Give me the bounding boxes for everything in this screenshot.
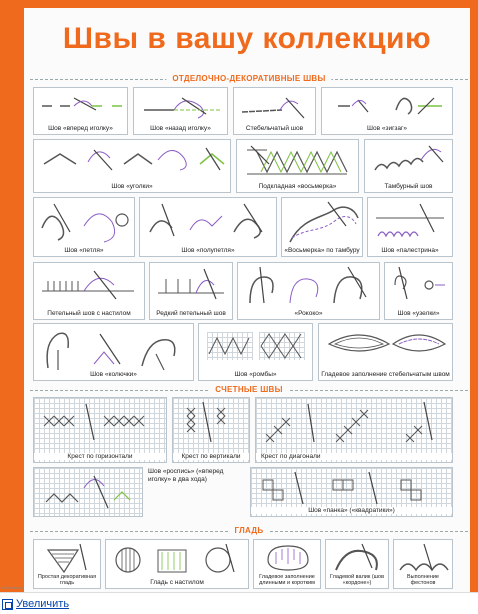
- section-decorative: [30, 73, 468, 85]
- stitch-caption-herring: Подкладная «восьмерка»: [258, 183, 337, 190]
- stitch-caption-rococo: «Рококо»: [294, 310, 323, 317]
- stitch-card-eight-tambour: [281, 197, 363, 257]
- counted-card-cross-horizontal: [33, 397, 167, 463]
- stitch-card-thorns: [33, 323, 194, 381]
- orange-top-border: [0, 0, 478, 8]
- stitch-card-forward: [33, 87, 128, 135]
- stitch-card-palestrina: [367, 197, 453, 257]
- zoom-link-label[interactable]: Увеличить: [16, 598, 70, 610]
- stitch-caption-tambour: Тамбурный шов: [384, 183, 433, 190]
- stitch-card-loop: [33, 197, 135, 257]
- counted-caption-panka: Шов «панка» («квадратики»): [251, 507, 452, 514]
- stitch-card-satin-stem-fill: [318, 323, 453, 381]
- stitch-caption-satin-stem-fill: Гладевое заполнение стебельчатым швом: [321, 371, 450, 378]
- stitch-caption-forward: Шов «вперед иголку»: [48, 125, 113, 132]
- counted-caption-cross-horizontal: Крест по горизонтали: [34, 453, 166, 460]
- zoom-link[interactable]: [2, 598, 69, 610]
- satin-card-scallops: [393, 539, 453, 589]
- stitch-caption-palestrina: Шов «палестрина»: [381, 247, 439, 254]
- stitch-card-corners: [33, 139, 231, 193]
- stitch-caption-buttonhole: Петельный шов с настилом: [47, 310, 131, 317]
- page-title: Швы в вашу коллекцию: [62, 22, 432, 55]
- satin-caption-scallops: Выполнение фестонов: [406, 574, 439, 586]
- counted-caption-painting: Шов «роспись» («вперед иголку» в два хода): [148, 468, 224, 483]
- satin-caption-roll: Гладевой валик (шов «кордоне»): [329, 574, 385, 586]
- stitch-card-herring: [236, 139, 359, 193]
- counted-caption-cross-vertical: Крест по вертикали: [173, 453, 249, 460]
- stitch-caption-sparse-buttonhole: Редкий петельный шов: [156, 310, 226, 317]
- stitch-caption-stem: Стебельчатый шов: [245, 125, 304, 132]
- stitch-card-back: [133, 87, 228, 135]
- counted-card-cross-vertical: [172, 397, 250, 463]
- section-decorative-label: ОТДЕЛОЧНО-ДЕКОРАТИВНЫЕ ШВЫ: [166, 73, 331, 85]
- section-satin: [30, 525, 468, 537]
- orange-left-border: [0, 0, 24, 592]
- credit-watermark: Liveinternet: [2, 585, 23, 590]
- stitch-caption-loop: Шов «петля»: [64, 247, 104, 254]
- magnify-icon: [2, 599, 13, 610]
- footer-bar: [0, 592, 478, 614]
- stitch-card-tambour: [364, 139, 453, 193]
- section-counted-label: СЧЕТНЫЕ ШВЫ: [209, 384, 289, 396]
- stitch-caption-knots: Шов «узелки»: [397, 310, 440, 317]
- stitch-caption-back: Шов «назад иголку»: [150, 125, 211, 132]
- satin-caption-padded: Гладь с настилом: [150, 579, 204, 586]
- stitch-caption-thorns: Шов «колючки»: [90, 371, 137, 378]
- stitch-card-zigzag: [321, 87, 453, 135]
- stitch-card-half-loop: [139, 197, 277, 257]
- counted-caption-cross-diagonal: Крест по диагонали: [256, 453, 452, 460]
- stitch-caption-half-loop: Шов «полупетля»: [181, 247, 235, 254]
- satin-card-roll: [325, 539, 389, 589]
- satin-card-long-short: [253, 539, 321, 589]
- counted-card-panka: [250, 467, 453, 517]
- section-counted: [30, 384, 468, 396]
- section-satin-label: ГЛАДЬ: [229, 525, 270, 537]
- stitch-card-knots: [384, 262, 453, 320]
- stitch-caption-rhombus: Шов «ромбы»: [234, 371, 277, 378]
- stitch-card-buttonhole: [33, 262, 145, 320]
- stitch-card-sparse-buttonhole: [149, 262, 233, 320]
- painting-stitch-illustration: [34, 468, 144, 518]
- stitch-card-rhombus: [198, 323, 313, 381]
- stitch-card-rococo: [237, 262, 380, 320]
- orange-right-border: [470, 0, 478, 592]
- counted-card-cross-diagonal: [255, 397, 453, 463]
- stitch-card-stem: [233, 87, 316, 135]
- satin-card-simple: [33, 539, 101, 589]
- stitch-caption-zigzag: Шов «зигзаг»: [367, 125, 407, 132]
- stitch-caption-corners: Шов «уголки»: [111, 183, 153, 190]
- satin-caption-long-short: Гладевое заполнение длинными и коротким: [259, 574, 315, 586]
- counted-card-painting-grid: [33, 467, 143, 517]
- satin-caption-simple: Простая декоративная гладь: [37, 574, 97, 586]
- satin-card-padded: [105, 539, 249, 589]
- stitch-caption-eight-tambour: «Восьмерка» по тамбуру: [284, 247, 360, 254]
